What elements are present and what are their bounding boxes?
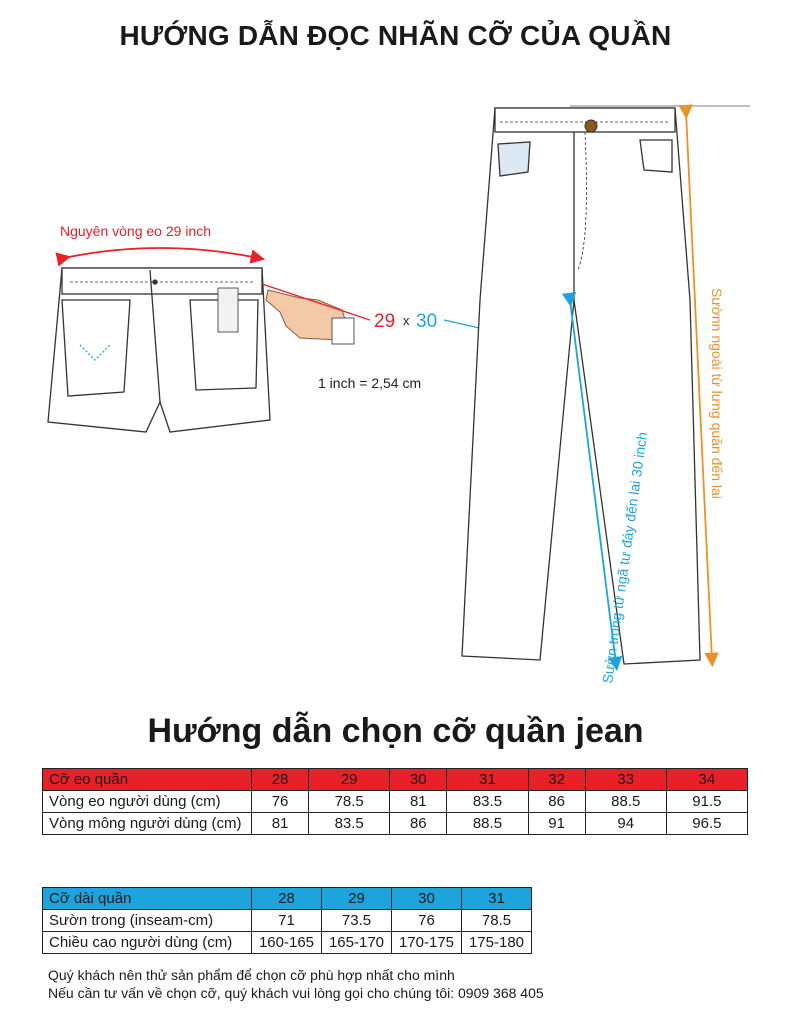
table-cell: Vòng eo người dùng (cm) xyxy=(43,791,252,813)
table-cell: 33 xyxy=(585,769,666,791)
table-row xyxy=(43,813,748,835)
table-cell: 30 xyxy=(390,769,447,791)
table-row xyxy=(43,769,748,791)
waist-arrow xyxy=(64,248,258,258)
table-cell: 73.5 xyxy=(322,910,392,932)
table-cell: 83.5 xyxy=(447,791,528,813)
tag-length-number: 30 xyxy=(416,311,438,332)
inch-conversion: 1 inch = 2,54 cm xyxy=(318,375,422,391)
table-cell: 88.5 xyxy=(447,813,528,835)
table-cell: 88.5 xyxy=(585,791,666,813)
waist-label: Nguyên vòng eo 29 inch xyxy=(60,223,211,239)
table-cell: 91.5 xyxy=(666,791,747,813)
table-row xyxy=(43,932,532,954)
table-cell: 28 xyxy=(252,769,309,791)
table-cell: Sườn trong (inseam-cm) xyxy=(43,910,252,932)
table-cell: 30 xyxy=(392,888,462,910)
table-cell: 32 xyxy=(528,769,585,791)
table-cell: 86 xyxy=(390,813,447,835)
table-cell: 78.5 xyxy=(462,910,532,932)
length-size-table xyxy=(42,887,532,954)
inseam-label: Sườn trong từ ngã tư đáy đến lai 30 inch xyxy=(599,430,651,685)
table-cell: 29 xyxy=(322,888,392,910)
table-cell: 83.5 xyxy=(309,813,390,835)
table-cell: 76 xyxy=(392,910,462,932)
table-cell: 165-170 xyxy=(322,932,392,954)
table-row xyxy=(43,910,532,932)
table-cell: Cỡ dài quần xyxy=(43,888,252,910)
table-cell: 86 xyxy=(528,791,585,813)
table-cell: 96.5 xyxy=(666,813,747,835)
table-cell: 28 xyxy=(252,888,322,910)
table-cell: 170-175 xyxy=(392,932,462,954)
page-title: HƯỚNG DẪN ĐỌC NHÃN CỠ CỦA QUẦN xyxy=(119,20,672,51)
shorts-drawing xyxy=(48,268,270,432)
outseam-label: Sườnn ngoài từ lưng quần đến lai xyxy=(709,288,725,499)
table-cell: 160-165 xyxy=(252,932,322,954)
tag-waist-number: 29 xyxy=(374,311,396,332)
table-cell: 81 xyxy=(252,813,309,835)
table-cell: 81 xyxy=(390,791,447,813)
table-cell: 71 xyxy=(252,910,322,932)
jeans-illustration xyxy=(0,80,791,720)
table-cell: Chiều cao người dùng (cm) xyxy=(43,932,252,954)
table-cell: 31 xyxy=(447,769,528,791)
contact-note: Nếu cần tư vấn về chọn cỡ, quý khách vui lòng gọi cho chúng tôi: 0909 368 405 xyxy=(48,985,544,1001)
pointing-hand-icon xyxy=(266,290,354,344)
table-cell: 78.5 xyxy=(309,791,390,813)
tag-x: x xyxy=(403,313,410,328)
table-cell: 34 xyxy=(666,769,747,791)
table-cell: 29 xyxy=(309,769,390,791)
table-cell: 31 xyxy=(462,888,532,910)
table-cell: Cỡ eo quần xyxy=(43,769,252,791)
jeans-button-icon xyxy=(585,120,597,132)
note-text: Quý khách nên thử sản phẩm để chọn cỡ phù hợp nhất cho mình xyxy=(48,967,455,983)
table-row xyxy=(43,888,532,910)
table-cell: 94 xyxy=(585,813,666,835)
section-title: Hướng dẫn chọn cỡ quần jean xyxy=(147,712,644,750)
table-cell: 76 xyxy=(252,791,309,813)
table-cell: Vòng mông người dùng (cm) xyxy=(43,813,252,835)
table-cell: 175-180 xyxy=(462,932,532,954)
table-row xyxy=(43,791,748,813)
table-cell: 91 xyxy=(528,813,585,835)
waist-size-table xyxy=(42,768,748,835)
